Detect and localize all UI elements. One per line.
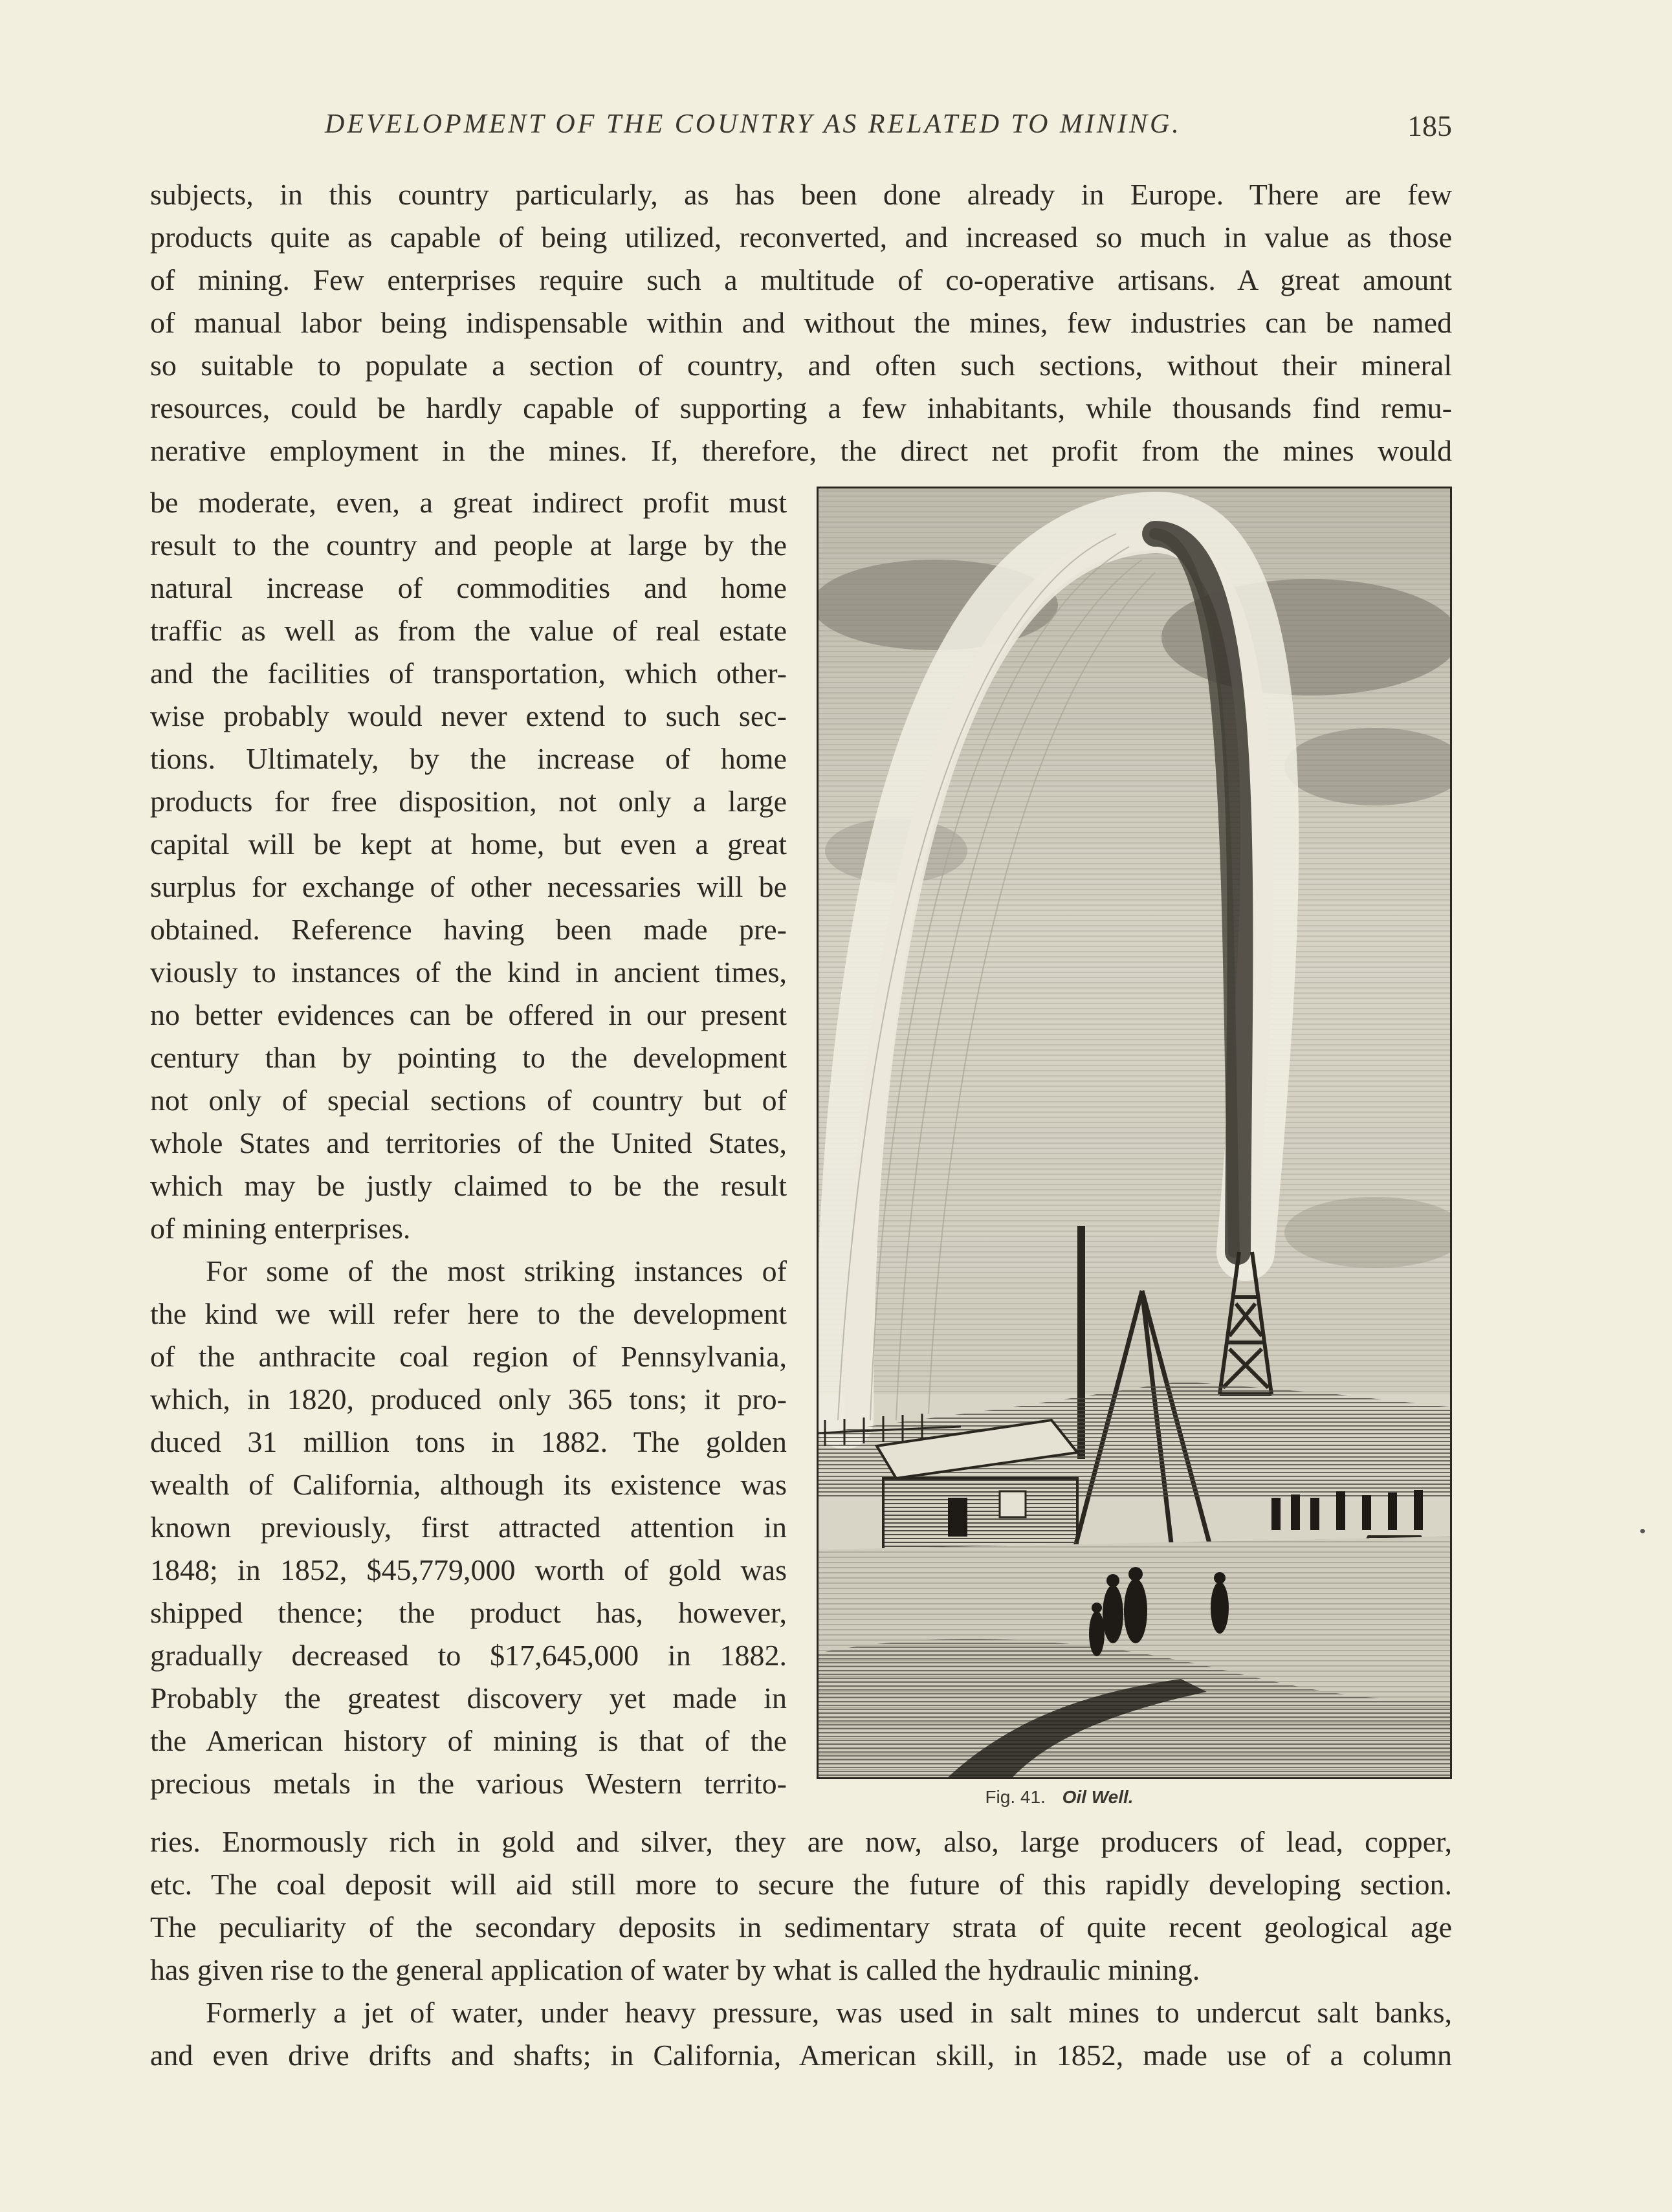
text-line: of mining. Few enterprises require such a multitude of co-operative artisans. A great amount: [150, 263, 1452, 296]
text-line: For some of the most striking instances of: [206, 1254, 787, 1287]
text-line: the American history of mining is that of the: [150, 1724, 787, 1757]
text-line: of manual labor being indispensable within and without the mines, few industries can be named: [150, 306, 1452, 339]
text-line: nerative employment in the mines. If, therefore, the direct net profit from the mines would: [150, 434, 1452, 467]
text-line: The peculiarity of the secondary deposits in sedimentary strata of quite recent geological age: [150, 1911, 1452, 1944]
text-line: whole States and territories of the United States,: [150, 1126, 787, 1159]
text-line: precious metals in the various Western territo-: [150, 1767, 787, 1800]
text-line: Formerly a jet of water, under heavy pressure, was used in salt mines to undercut salt banks,: [206, 1996, 1452, 2029]
text-line: subjects, in this country particularly, as has been done already in Europe. There are few: [150, 178, 1452, 211]
text-line: traffic as well as from the value of real estate: [150, 614, 787, 647]
text-line: ries. Enormously rich in gold and silver, they are now, also, large producers of lead, copper,: [150, 1825, 1452, 1858]
text-line: obtained. Reference having been made pre-: [150, 913, 787, 946]
text-line: capital will be kept at home, but even a great: [150, 827, 787, 860]
text-line: 1848; in 1852, $45,779,000 worth of gold was: [150, 1553, 787, 1586]
text-line: not only of special sections of country but of: [150, 1084, 787, 1117]
text-line: century than by pointing to the development: [150, 1041, 787, 1074]
text-line: Probably the greatest discovery yet made in: [150, 1681, 787, 1714]
text-line: of mining enterprises.: [150, 1212, 411, 1245]
text-line: shipped thence; the product has, however,: [150, 1596, 787, 1629]
figure-caption: [817, 1787, 1302, 1808]
text-line: known previously, first attracted attention in: [150, 1511, 787, 1544]
page-header: [150, 104, 1452, 155]
text-line: and the facilities of transportation, which other-: [150, 657, 787, 690]
text-line: resources, could be hardly capable of supporting a few inhabitants, while thousands find remu-: [150, 391, 1452, 424]
text-line: etc. The coal deposit will aid still more to secure the future of this rapidly developing section.: [150, 1868, 1452, 1901]
text-line: duced 31 million tons in 1882. The golden: [150, 1425, 787, 1458]
text-line: natural increase of commodities and home: [150, 571, 787, 604]
text-line: which, in 1820, produced only 365 tons; it pro-: [150, 1383, 787, 1416]
text-line: be moderate, even, a great indirect profit must: [150, 486, 787, 519]
text-line: of the anthracite coal region of Pennsylvania,: [150, 1340, 787, 1373]
text-line: the kind we will refer here to the development: [150, 1297, 787, 1330]
running-title: DEVELOPMENT OF THE COUNTRY AS RELATED TO MINING.: [325, 109, 1182, 139]
paper-speck: [1640, 1529, 1645, 1533]
text-line: has given rise to the general application of water by what is called the hydraulic mining.: [150, 1953, 1200, 1986]
text-line: wise probably would never extend to such sec-: [150, 699, 787, 732]
oil-well-illustration: [817, 487, 1452, 1779]
text-line: result to the country and people at large by the: [150, 529, 787, 562]
text-line: wealth of California, although its existence was: [150, 1468, 787, 1501]
text-line: viously to instances of the kind in ancient times,: [150, 956, 787, 989]
page-number: 185: [1407, 109, 1452, 142]
text-line: tions. Ultimately, by the increase of home: [150, 742, 787, 775]
text-line: surplus for exchange of other necessaries will be: [150, 870, 787, 903]
text-line: so suitable to populate a section of country, and often such sections, without their mineral: [150, 349, 1452, 382]
text-line: and even drive drifts and shafts; in California, American skill, in 1852, made use of a column: [150, 2039, 1452, 2072]
text-line: no better evidences can be offered in our present: [150, 998, 787, 1031]
text-line: which may be justly claimed to be the result: [150, 1169, 787, 1202]
text-line: products for free disposition, not only a large: [150, 785, 787, 818]
text-line: products quite as capable of being utilized, reconverted, and increased so much in value as those: [150, 221, 1452, 254]
figure-label: Fig. 41.: [985, 1787, 1046, 1807]
figure-title: Oil Well.: [1062, 1787, 1134, 1807]
text-line: gradually decreased to $17,645,000 in 1882.: [150, 1639, 787, 1672]
